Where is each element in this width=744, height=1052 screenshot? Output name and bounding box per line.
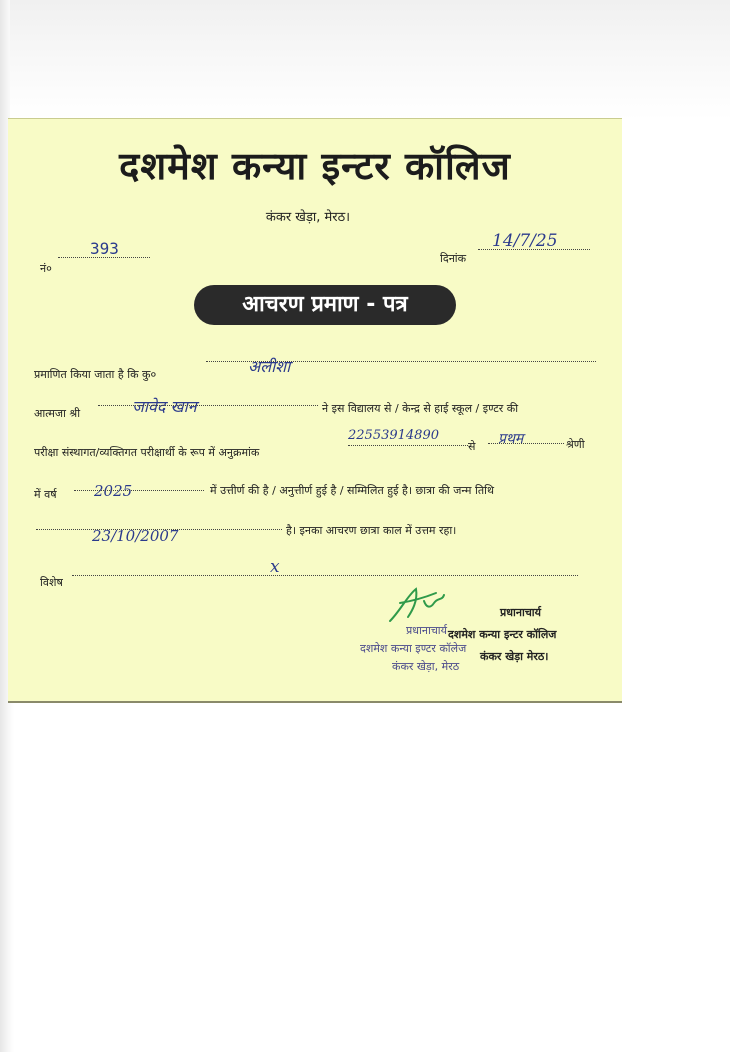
stamp-college: दशमेश कन्या इण्टर कॉलेज: [360, 642, 467, 655]
date-label: दिनांक: [440, 252, 467, 265]
line3-mid: से: [468, 440, 476, 453]
line3-label: परीक्षा संस्थागत/व्यक्तिगत परीक्षार्थी के रूप में अनुक्रमांक: [34, 446, 260, 459]
number-dotted-line: [58, 257, 150, 258]
exam-year: 2025: [94, 482, 133, 500]
principal-college: दशमेश कन्या इन्टर कॉलिज: [448, 628, 557, 641]
line1-dotted-line: [206, 361, 596, 362]
line5-suffix: है। इनका आचरण छात्रा काल में उत्तम रहा।: [286, 524, 457, 537]
college-name: दशमेश कन्या इन्टर कॉलिज: [119, 144, 511, 188]
line2-label: आत्मजा श्री: [34, 407, 81, 420]
stamp-title: प्रधानाचार्य: [406, 624, 448, 637]
principal-address: कंकर खेड़ा मेरठ।: [480, 650, 549, 663]
college-address: कंकर खेड़ा, मेरठ।: [265, 210, 351, 225]
roll-dotted-line: [348, 445, 468, 446]
line3-suffix: श्रेणी: [566, 438, 585, 451]
division: प्रथम: [498, 431, 524, 447]
roll-number: 22553914890: [348, 428, 439, 443]
line4-label: में वर्ष: [34, 488, 57, 501]
line2-suffix: ने इस विद्यालय से / केन्द्र से हाई स्कूल / इण्टर की: [322, 402, 519, 415]
certificate-title: आचरण प्रमाण - पत्र: [194, 285, 456, 325]
special-dotted-line: [72, 575, 578, 576]
number-label: नं०: [40, 262, 52, 275]
dob-dotted-line: [36, 529, 282, 530]
father-name: जावेद खान: [132, 397, 197, 416]
scan-top-shadow: [10, 0, 730, 120]
principal-signature: [386, 581, 456, 627]
division-dotted-line: [488, 443, 564, 444]
date-dotted-line: [478, 249, 590, 250]
principal-title: प्रधानाचार्य: [500, 606, 542, 619]
conduct-certificate: [8, 118, 622, 703]
line1-label: प्रमाणित किया जाता है कि कु०: [34, 368, 157, 381]
stamp-address: कंकर खेड़ा, मेरठ: [392, 660, 460, 673]
special-label: विशेष: [40, 576, 63, 589]
year-dotted-line: [74, 490, 204, 491]
certificate-number: 393: [90, 239, 119, 258]
student-name: अलीशा: [248, 357, 291, 376]
certificate-date: 14/7/25: [492, 231, 558, 251]
line2-dotted-line: [98, 405, 318, 406]
special-value: x: [270, 557, 280, 577]
line4-suffix: में उत्तीर्ण की है / अनुत्तीर्ण हुई है / सम्मिलित हुई है। छात्रा की जन्म तिथि: [210, 484, 494, 497]
date-of-birth: 23/10/2007: [92, 527, 179, 545]
